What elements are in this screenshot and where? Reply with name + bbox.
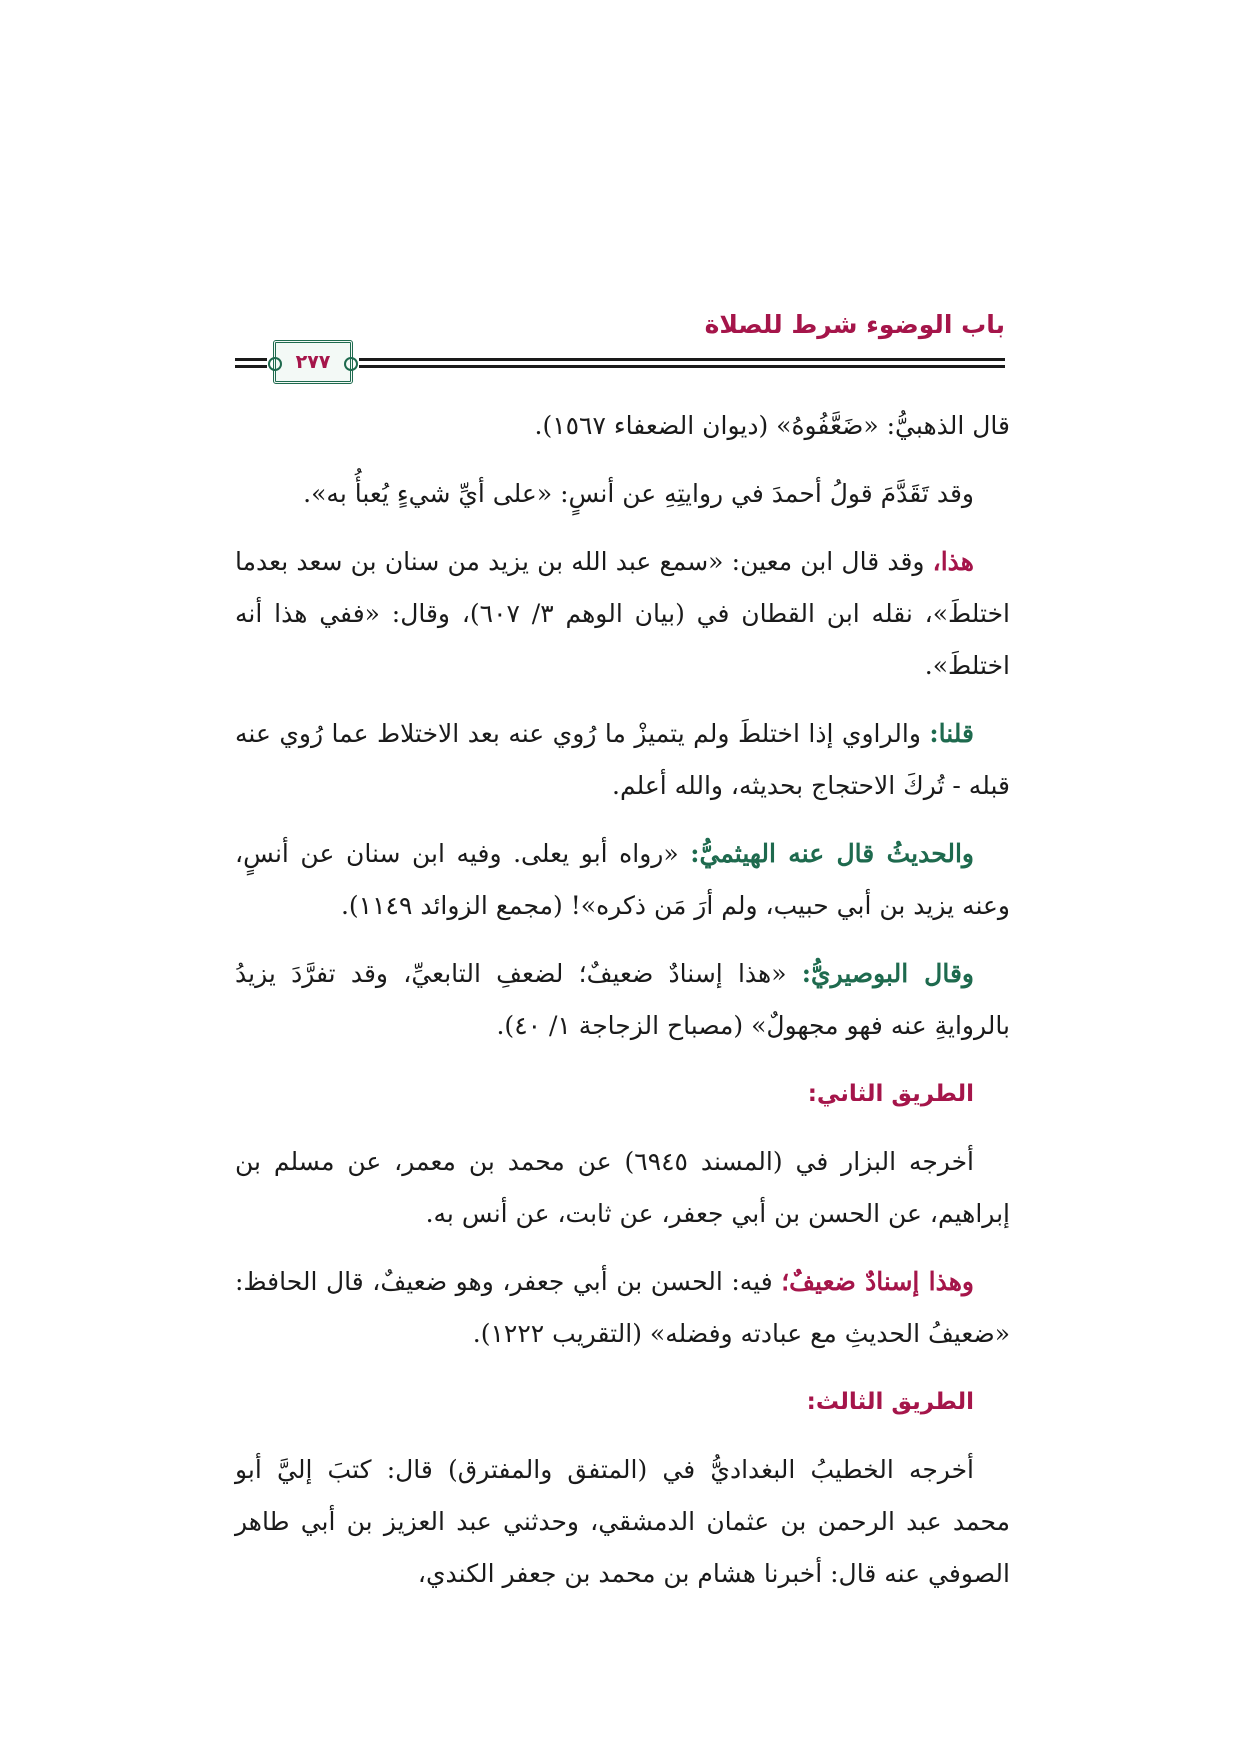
section-heading: الطريق الثالث: <box>806 1389 974 1415</box>
paragraph-text: وقد تَقَدَّمَ قولُ أحمدَ في روايتِهِ عن أنسٍ: «على أيِّ شيءٍ يُعبأُ به». <box>303 479 974 508</box>
paragraph-text: أخرجه الخطيبُ البغداديُّ في (المتفق والمفترق) قال: كتبَ إليَّ أبو محمد عبد الرحمن بن عثمان الدمشقي، وحدثني عبد العزيز بن أبي طاهر الصوفي عنه قال: أخبرنا هشام بن محمد بن جعفر الكندي، <box>235 1455 1010 1588</box>
page-number: ٢٧٧ <box>295 351 331 373</box>
paragraph <box>235 468 1010 520</box>
paragraph-text: أخرجه البزار في (المسند ٦٩٤٥) عن محمد بن معمر، عن مسلم بن إبراهيم، عن الحسن بن أبي جعفر، عن ثابت، عن أنس به. <box>235 1147 1010 1228</box>
paragraph-lead: هذا، <box>932 547 974 576</box>
section-heading: الطريق الثاني: <box>807 1081 974 1107</box>
header-rule <box>235 365 267 368</box>
paragraph <box>235 1136 1010 1240</box>
header-rule <box>359 365 1005 368</box>
paragraph-text: وقد قال ابن معين: «سمع عبد الله بن يزيد من سنان بن سعد بعدما اختلطَ»، نقله ابن القطان في (بيان الوهم ٣/ ٦٠٧)، وقال: «ففي هذا أنه اختلطَ». <box>235 547 1010 680</box>
paragraph-text: «هذا إسنادٌ ضعيفٌ؛ لضعفِ التابعيِّ، وقد تفرَّدَ يزيدُ بالروايةِ عنه فهو مجهولٌ» (مصباح الزجاجة ١/ ٤٠). <box>235 959 1010 1040</box>
paragraph-text: «رواه أبو يعلى. وفيه ابن سنان عن أنسٍ، وعنه يزيد بن أبي حبيب، ولم أرَ مَن ذكره»! (مجمع الزوائد ١١٤٩). <box>235 839 1010 920</box>
paragraph <box>235 1256 1010 1360</box>
paragraph-lead: وهذا إسنادٌ ضعيفٌ؛ <box>781 1267 974 1296</box>
paragraph-text: فيه: الحسن بن أبي جعفر، وهو ضعيفٌ، قال الحافظ: «ضعيفُ الحديثِ مع عبادته وفضله» (التقريب ١٢٢٢). <box>235 1267 1010 1348</box>
header-rule <box>235 358 267 361</box>
paragraph-lead: قلنا: <box>929 719 974 748</box>
paragraph <box>235 536 1010 692</box>
header-rule <box>359 358 1005 361</box>
paragraph <box>235 828 1010 932</box>
paragraph-text: قال الذهبيُّ: «ضَعَّفُوهُ» (ديوان الضعفاء ١٥٦٧). <box>534 411 1010 440</box>
page-body <box>235 400 1010 1616</box>
paragraph <box>235 1444 1010 1600</box>
paragraph <box>235 948 1010 1052</box>
page-header <box>235 310 1005 390</box>
chapter-title: باب الوضوء شرط للصلاة <box>704 310 1005 339</box>
paragraph-text: والراوي إذا اختلطَ ولم يتميزْ ما رُوي عنه بعد الاختلاط عما رُوي عنه قبله - تُركَ الاحتجاج بحديثه، والله أعلم. <box>235 719 1010 800</box>
paragraph <box>235 708 1010 812</box>
paragraph-lead: وقال البوصيريُّ: <box>801 959 974 988</box>
paragraph-lead: والحديثُ قال عنه الهيثميُّ: <box>690 839 974 868</box>
page-number-badge <box>273 340 353 384</box>
paragraph <box>235 400 1010 452</box>
